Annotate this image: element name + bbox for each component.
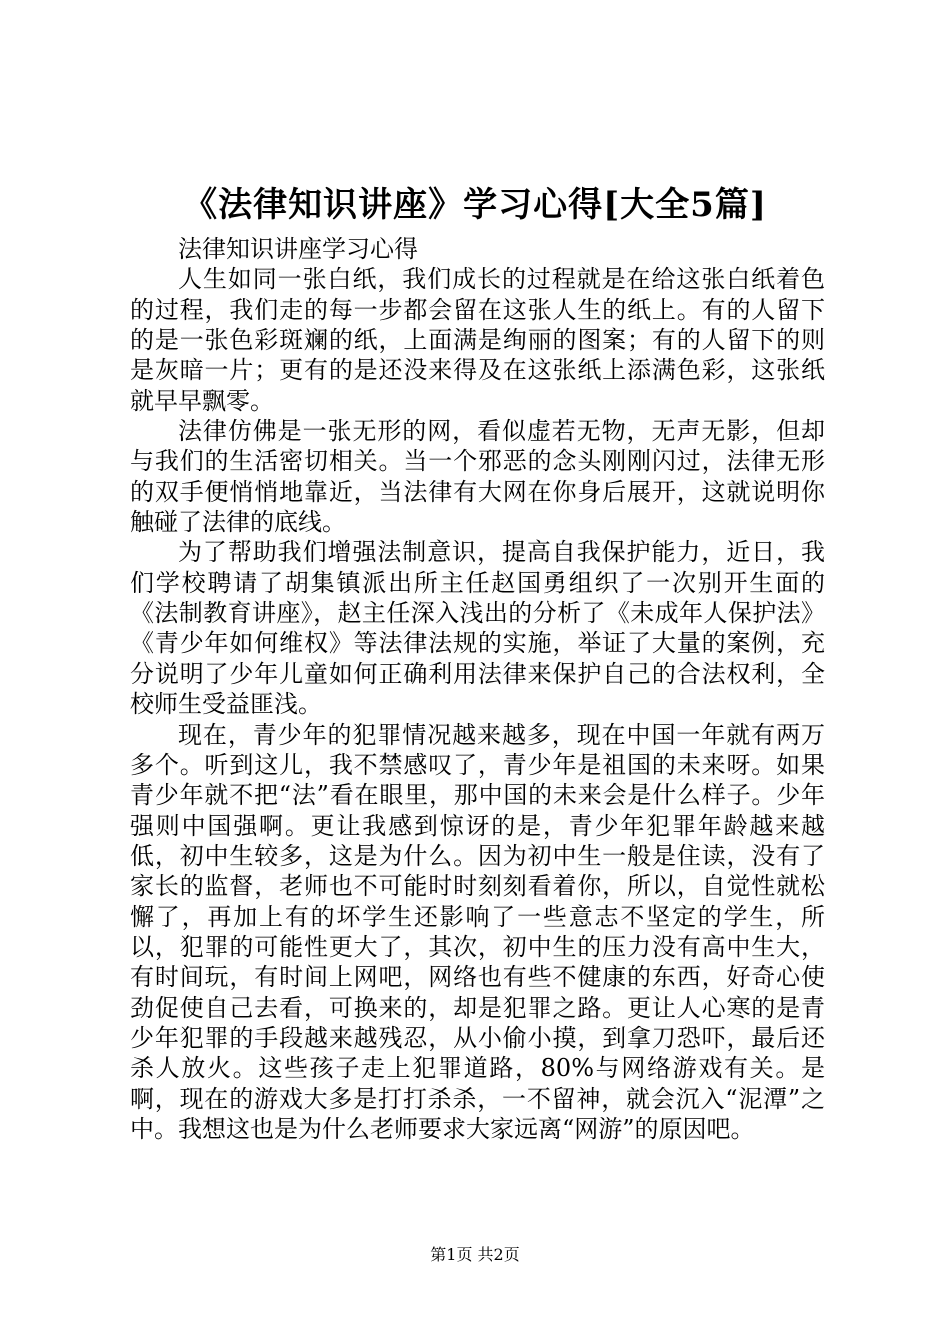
paragraph: 人生如同一张白纸，我们成长的过程就是在给这张白纸着色的过程，我们走的每一步都会留在这张人生的纸上。有的人留下的是一张色彩斑斓的纸，上面满是绚丽的图案；有的人留下的则是灰暗一片；更有的是还没来得及在这张纸上添满色彩，这张纸就早早飘零。 (130, 265, 825, 415)
document-title: 《法律知识讲座》学习心得[大全5篇] (183, 185, 767, 225)
page-footer: 第1页 共2页 (430, 1245, 520, 1264)
section-heading: 法律知识讲座学习心得 (178, 235, 418, 263)
paragraph: 现在，青少年的犯罪情况越来越多，现在中国一年就有两万多个。听到这儿，我不禁感叹了，青少年是祖国的未来呀。如果青少年就不把“法”看在眼里，那中国的未来会是什么样子。少年强则中国强啊。更让我感到惊讶的是，青少年犯罪年龄越来越低，初中生较多，这是为什么。因为初中生一般是住读，没有了家长的监督，老师也不可能时时刻刻看着你，所以，自觉性就松懈了，再加上有的坏学生还影响了一些意志不坚定的学生，所以，犯罪的可能性更大了，其次，初中生的压力没有高中生大，有时间玩，有时间上网吧，网络也有些不健康的东西，好奇心使劲促使自己去看，可换来的，却是犯罪之路。更让人心寒的是青少年犯罪的手段越来越残忍，从小偷小摸，到拿刀恐吓，最后还杀人放火。这些孩子走上犯罪道路，80%与网络游戏有关。是啊，现在的游戏大多是打打杀杀，一不留神，就会沉入“泥潭”之中。我想这也是为什么老师要求大家远离“网游”的原因吧。 (130, 720, 825, 1143)
document-body (130, 234, 825, 1144)
paragraph: 为了帮助我们增强法制意识，提高自我保护能力，近日，我们学校聘请了胡集镇派出所主任赵国勇组织了一次别开生面的《法制教育讲座》，赵主任深入浅出的分析了《未成年人保护法》《青少年如何维权》等法律法规的实施，举证了大量的案例，充分说明了少年儿童如何正确利用法律来保护自己的合法权利，全校师生受益匪浅。 (130, 538, 825, 719)
paragraph: 法律仿佛是一张无形的网，看似虚若无物，无声无影，但却与我们的生活密切相关。当一个邪恶的念头刚刚闪过，法律无形的双手便悄悄地靠近，当法律有大网在你身后展开，这就说明你触碰了法律的底线。 (130, 417, 825, 537)
